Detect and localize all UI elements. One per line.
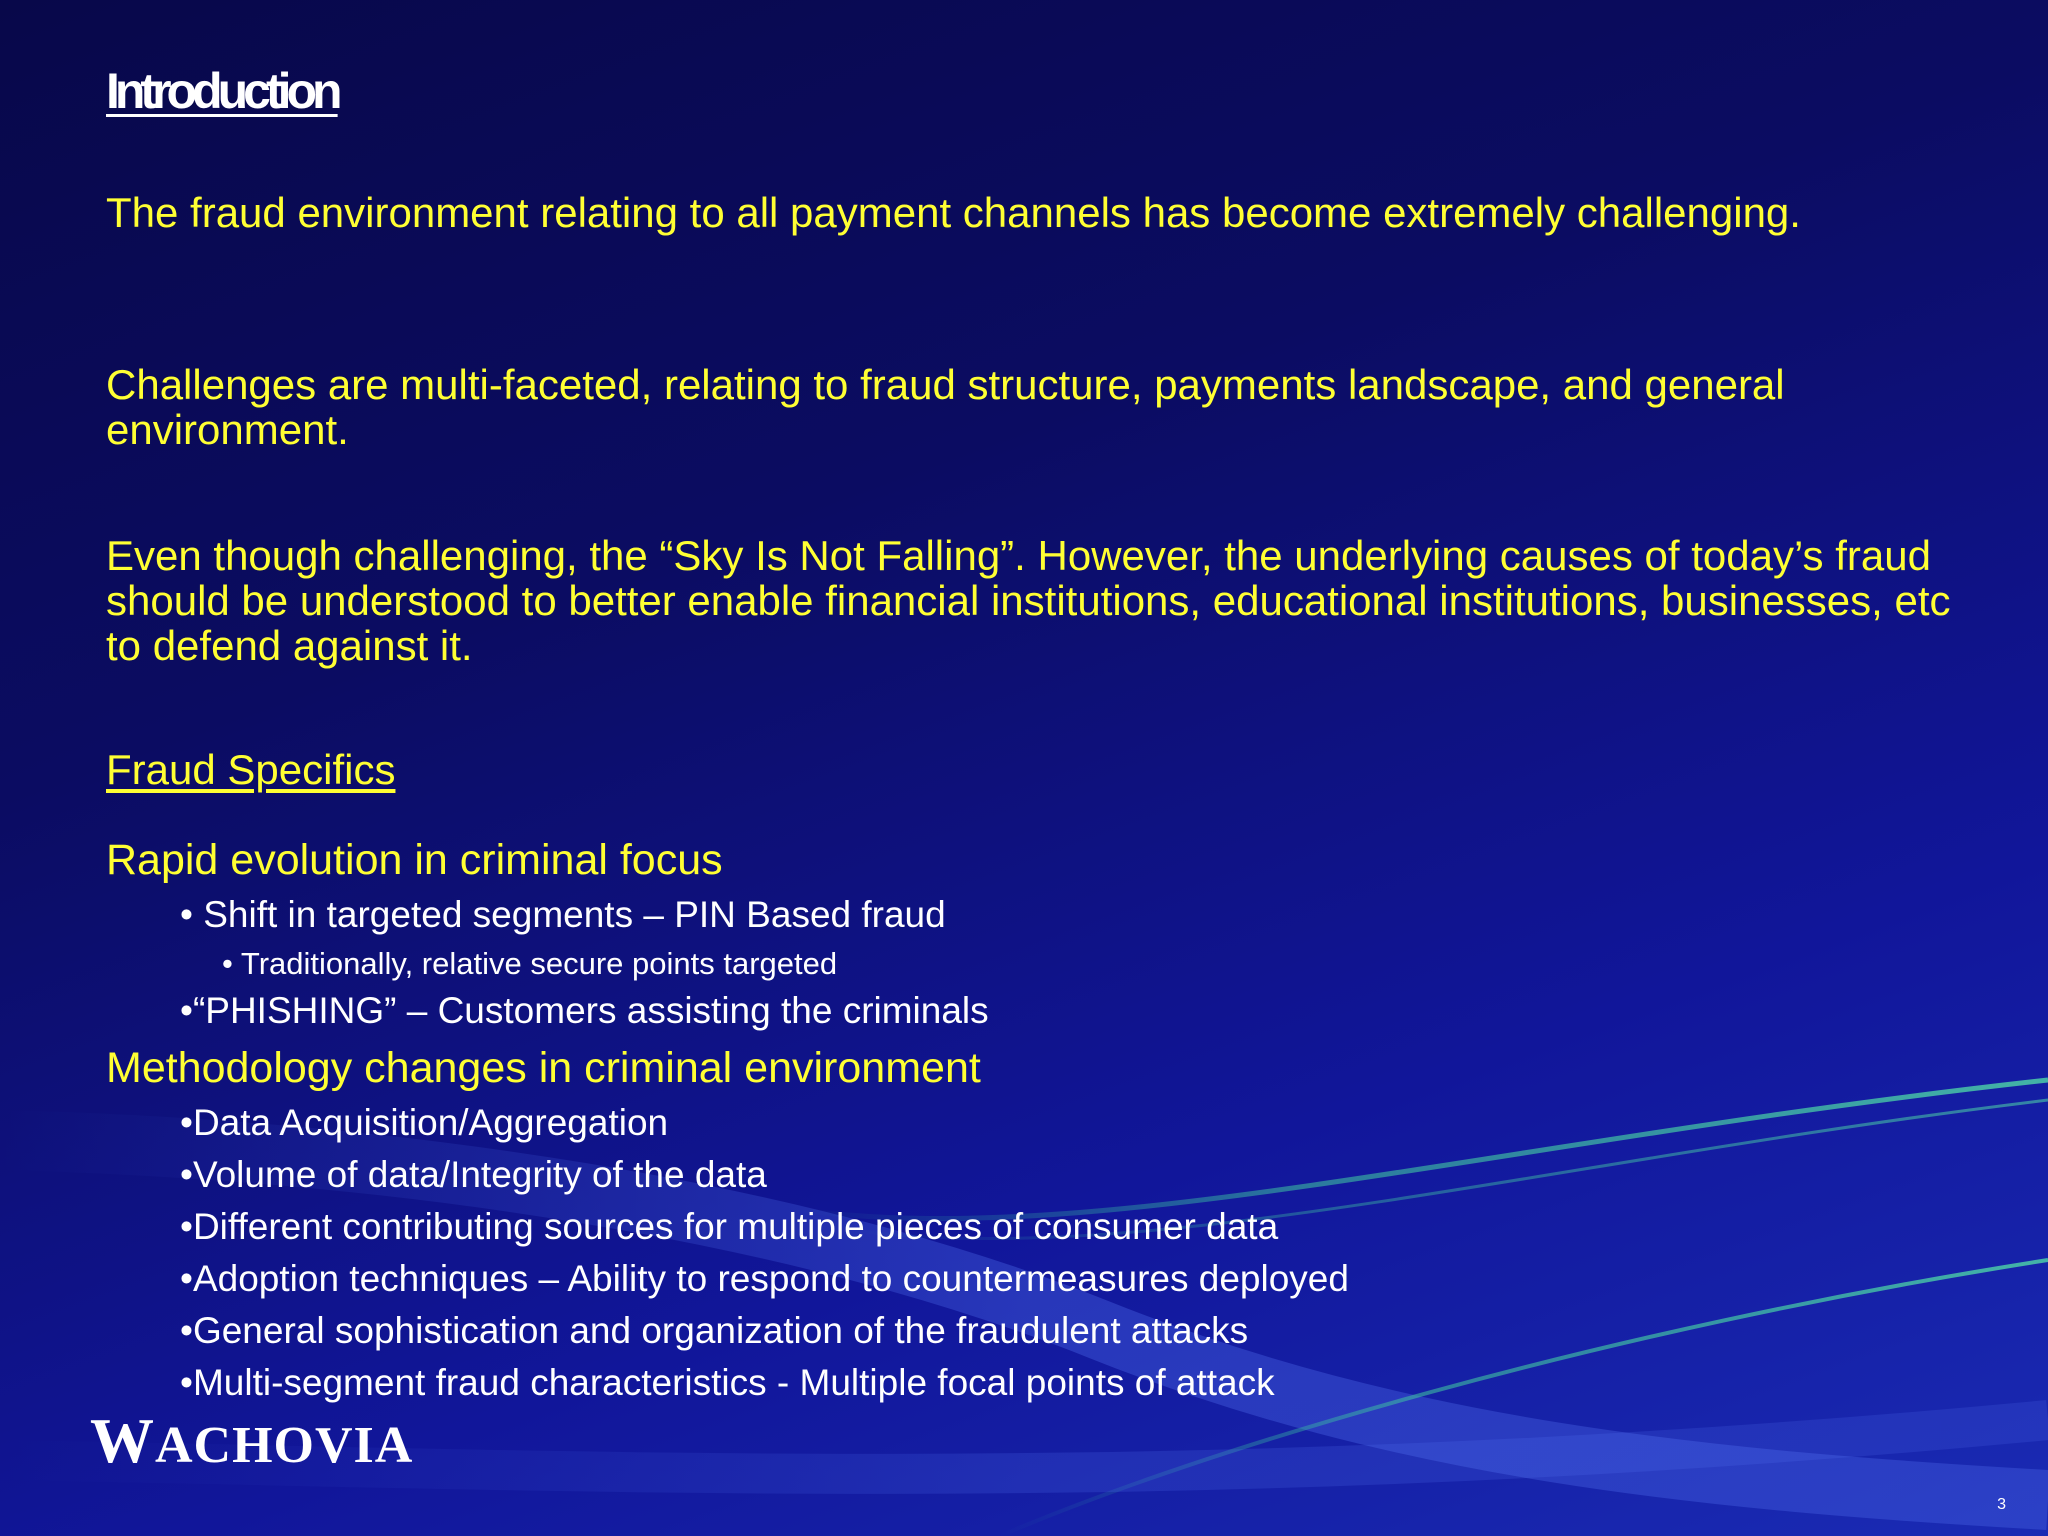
bullet-item: •“PHISHING” – Customers assisting the criminals [180,990,989,1031]
wachovia-logo [90,1404,413,1478]
bullet-item: •Multi-segment fraud characteristics - Multiple focal points of attack [180,1362,1275,1403]
page-number: 3 [1997,1496,2006,1513]
intro-paragraph-2: Challenges are multi-faceted, relating to fraud structure, payments landscape, and general environment. [106,361,1785,453]
slide-title: Introduction [106,63,338,119]
bullet-item: •Volume of data/Integrity of the data [180,1154,767,1195]
sub-bullet-item: • Traditionally, relative secure points targeted [222,946,838,981]
group-heading-methodology-changes: Methodology changes in criminal environment [106,1044,981,1092]
bullet-item: •Adoption techniques – Ability to respond to countermeasures deployed [180,1258,1349,1299]
section-heading: Fraud Specifics [106,746,396,793]
bullet-item: • Shift in targeted segments – PIN Based fraud [180,894,946,935]
intro-paragraph-1: The fraud environment relating to all payment channels has become extremely challenging. [106,189,1801,236]
intro-paragraph-3: Even though challenging, the “Sky Is Not Falling”. However, the underlying causes of today’s fraud should be understood to better enable financial institutions, educational institutions, businesses, etc to defend against it. [106,532,1951,669]
bullet-item: •Data Acquisition/Aggregation [180,1102,669,1143]
bullet-item: •General sophistication and organization of the fraudulent attacks [180,1310,1249,1351]
logo-rest: ACHOVIA [155,1417,414,1474]
group-heading-rapid-evolution: Rapid evolution in criminal focus [106,836,723,884]
bullet-item: •Different contributing sources for multiple pieces of consumer data [180,1206,1279,1247]
logo-initial: W [90,1405,155,1476]
